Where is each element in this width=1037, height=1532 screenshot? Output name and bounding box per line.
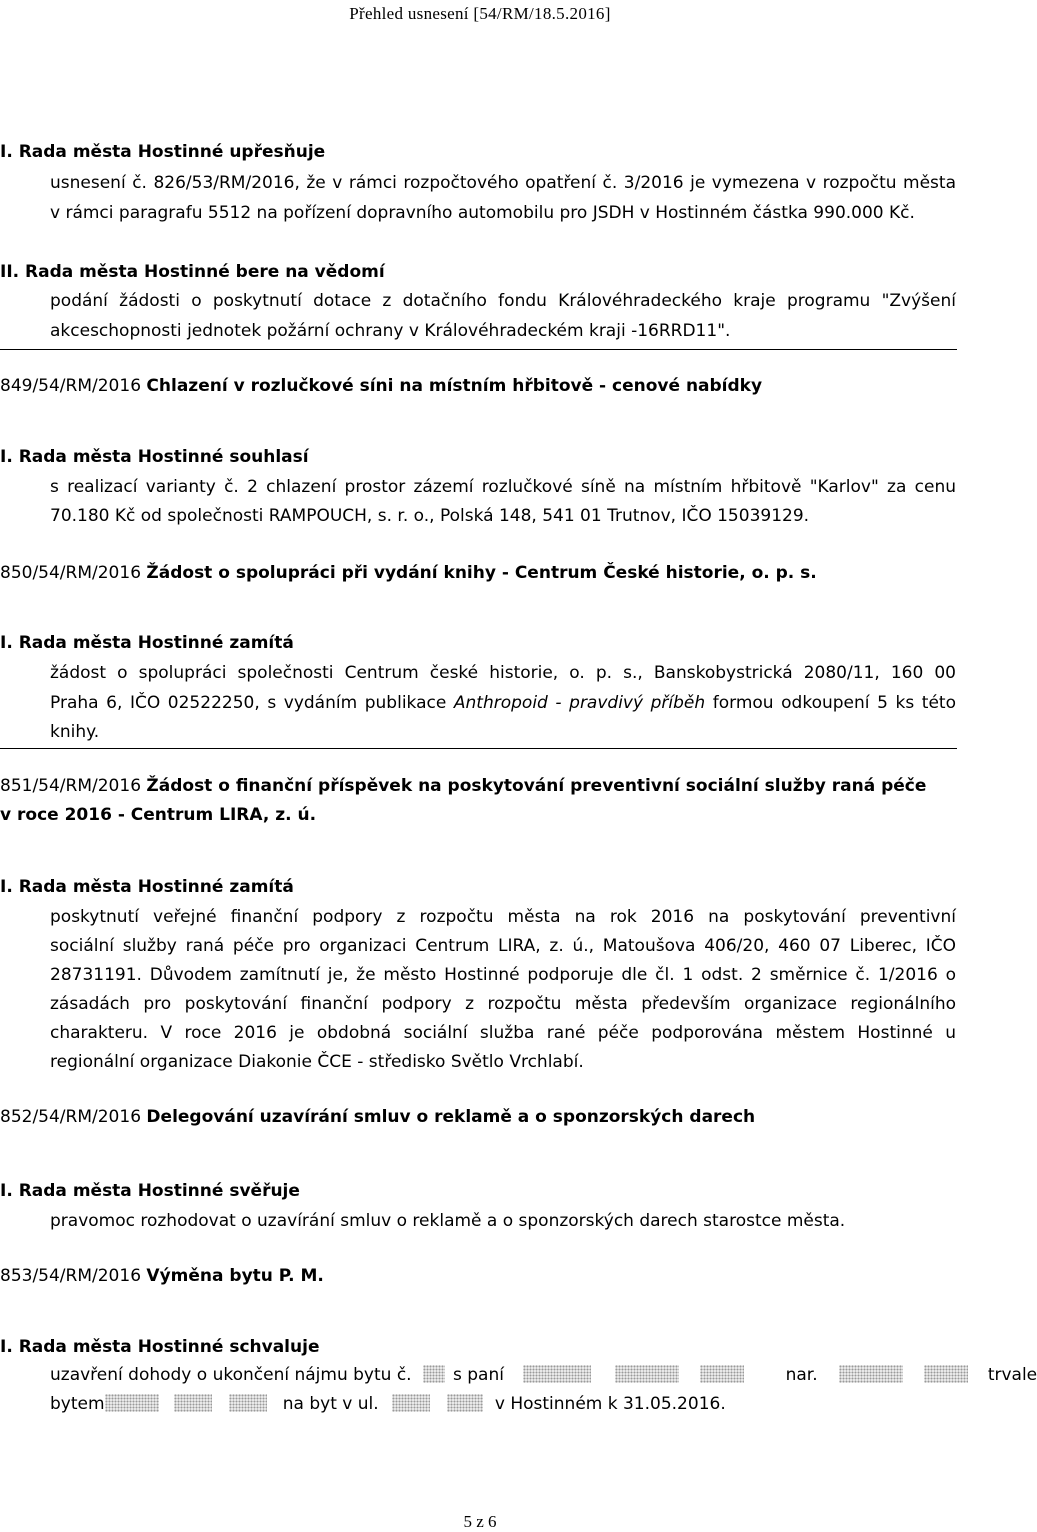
page-number: 5 z 6 bbox=[463, 1512, 497, 1531]
resolution-title bbox=[0, 375, 762, 397]
text-segment: na byt v ul. bbox=[282, 1394, 379, 1414]
resolution-number: 852/54/RM/2016 bbox=[0, 1107, 142, 1127]
resolution-text-line: 28731191. Důvodem zamítnutí je, že město Hostinné podporuje dle čl. 1 odst. 2 směrnice č. 1/2016 o bbox=[50, 965, 956, 985]
resolution-text-line: sociální služby raná péče pro organizaci Centrum LIRA, z. ú., Matoušova 406/20, 460 07 Liberec, IČO bbox=[50, 936, 956, 956]
resolution-subject: Chlazení v rozlučkové síni na místním hřbitově - cenové nabídky bbox=[146, 376, 763, 396]
resolution-subject: v roce 2016 - Centrum LIRA, z. ú. bbox=[0, 805, 317, 825]
resolution-text-line: 70.180 Kč od společnosti RAMPOUCH, s. r. o., Polská 148, 541 01 Trutnov, IČO 15039129. bbox=[50, 506, 810, 526]
resolution-text-line: usnesení č. 826/53/RM/2016, že v rámci rozpočtového opatření č. 3/2016 je vymezena v rozpočtu města bbox=[50, 173, 956, 193]
text-segment: s paní bbox=[452, 1365, 504, 1385]
resolution-text-line bbox=[50, 1393, 726, 1415]
text-segment: bytem bbox=[50, 1394, 105, 1414]
text-segment: formou odkoupení 5 ks této bbox=[705, 693, 956, 713]
redacted-block bbox=[392, 1394, 430, 1412]
resolution-text-line: poskytnutí veřejné finanční podpory z rozpočtu města na rok 2016 na poskytování preventivní bbox=[50, 907, 956, 927]
resolution-number: 849/54/RM/2016 bbox=[0, 376, 142, 396]
redacted-block bbox=[523, 1365, 591, 1383]
resolution-title bbox=[0, 775, 926, 797]
resolution-heading: I. Rada města Hostinné svěřuje bbox=[0, 1181, 300, 1201]
resolution-text-line: knihy. bbox=[50, 722, 100, 742]
resolution-text-line: podání žádosti o poskytnutí dotace z dotačního fondu Královéhradeckého kraje programu "Zvýšení bbox=[50, 291, 956, 311]
redacted-block bbox=[105, 1394, 159, 1412]
resolution-heading: I. Rada města Hostinné schvaluje bbox=[0, 1337, 320, 1357]
resolution-heading: I. Rada města Hostinné upřesňuje bbox=[0, 142, 326, 162]
text-segment: Praha 6, IČO 02522250, s vydáním publikace bbox=[50, 693, 454, 713]
redacted-block bbox=[924, 1365, 968, 1383]
text-segment: trvale bbox=[987, 1365, 1037, 1385]
resolution-number: 850/54/RM/2016 bbox=[0, 563, 142, 583]
resolution-number: 853/54/RM/2016 bbox=[0, 1266, 142, 1286]
resolution-text-line: akceschopnosti jednotek požární ochrany v Královéhradeckém kraji -16RRD11". bbox=[50, 321, 731, 341]
resolution-subject: Žádost o finanční příspěvek na poskytování preventivní sociální služby raná péče bbox=[146, 776, 927, 796]
resolution-subject: Delegování uzavírání smluv o reklamě a o sponzorských darech bbox=[146, 1107, 756, 1127]
resolution-heading: I. Rada města Hostinné zamítá bbox=[0, 633, 294, 653]
resolution-heading: II. Rada města Hostinné bere na vědomí bbox=[0, 262, 385, 282]
resolution-text-line: v rámci paragrafu 5512 na pořízení dopravního automobilu pro JSDH v Hostinném částka 990.000 Kč. bbox=[50, 203, 915, 223]
redacted-block bbox=[615, 1365, 679, 1383]
section-divider bbox=[0, 349, 957, 350]
resolution-title bbox=[0, 1265, 324, 1287]
section-divider bbox=[0, 748, 957, 749]
resolution-heading: I. Rada města Hostinné souhlasí bbox=[0, 447, 309, 467]
publication-title: Anthropoid - pravdivý příběh bbox=[453, 693, 706, 713]
resolution-text-line: charakteru. V roce 2016 je obdobná sociální služba rané péče podporována městem Hostinné u bbox=[50, 1023, 956, 1043]
resolution-number: 851/54/RM/2016 bbox=[0, 776, 142, 796]
resolution-text-line: regionální organizace Diakonie ČCE - středisko Světlo Vrchlabí. bbox=[50, 1052, 584, 1072]
page-header: Přehled usnesení [54/RM/18.5.2016] bbox=[349, 4, 611, 23]
resolution-heading: I. Rada města Hostinné zamítá bbox=[0, 877, 294, 897]
resolution-text-line: zásadách pro poskytování finanční podpory z rozpočtu města především organizace regionálního bbox=[50, 994, 956, 1014]
resolution-text-line: pravomoc rozhodovat o uzavírání smluv o reklamě a o sponzorských darech starostce města. bbox=[50, 1211, 846, 1231]
redacted-block bbox=[423, 1365, 445, 1383]
resolution-text-line bbox=[50, 692, 956, 714]
redacted-block bbox=[839, 1365, 903, 1383]
resolution-subject: Výměna bytu P. M. bbox=[146, 1266, 324, 1286]
redacted-block bbox=[174, 1394, 212, 1412]
resolution-title bbox=[0, 1106, 755, 1128]
resolution-text-line: s realizací varianty č. 2 chlazení prostor zázemí rozlučkové síně na místním hřbitově "Karlov" za cenu bbox=[50, 477, 956, 497]
text-segment: uzavření dohody o ukončení nájmu bytu č. bbox=[50, 1365, 412, 1385]
resolution-subject: Žádost o spolupráci při vydání knihy - Centrum České historie, o. p. s. bbox=[146, 563, 817, 583]
resolution-title bbox=[0, 562, 817, 584]
redacted-block bbox=[447, 1394, 483, 1412]
text-segment: nar. bbox=[785, 1365, 818, 1385]
redacted-block bbox=[229, 1394, 267, 1412]
resolution-text-line bbox=[50, 1364, 1037, 1386]
resolution-text-line: žádost o spolupráci společnosti Centrum české historie, o. p. s., Banskobystrická 2080/11, 160 00 bbox=[50, 663, 956, 683]
redacted-block bbox=[700, 1365, 744, 1383]
text-segment: v Hostinném k 31.05.2016. bbox=[494, 1394, 726, 1414]
